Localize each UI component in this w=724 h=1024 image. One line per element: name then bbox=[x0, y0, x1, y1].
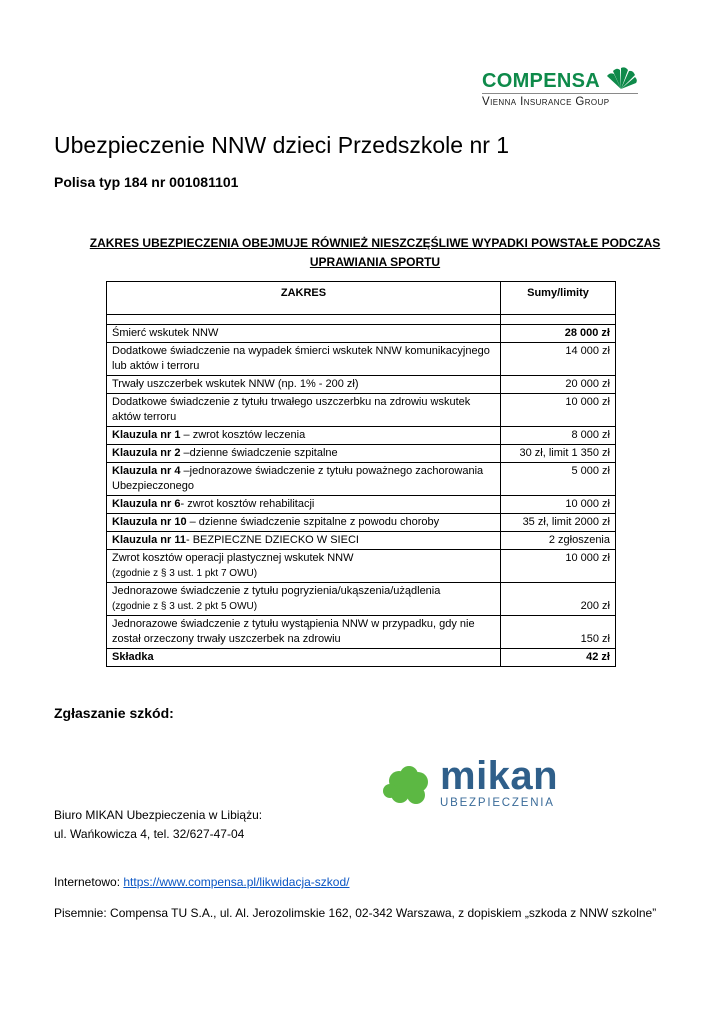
row-amount: 10 000 zł bbox=[501, 394, 616, 427]
row-label bbox=[107, 649, 501, 667]
row-label: Dodatkowe świadczenie z tytułu trwałego uszczerbku na zdrowiu wskutek aktów terroru bbox=[107, 394, 501, 427]
clause-name: Klauzula nr 6 bbox=[112, 498, 181, 510]
table-row bbox=[107, 427, 616, 445]
table-row bbox=[107, 496, 616, 514]
row-amount: 10 000 zł bbox=[501, 550, 616, 583]
clover-icon bbox=[378, 766, 438, 814]
table-row bbox=[107, 616, 616, 649]
policy-number: Polisa typ 184 nr 001081101 bbox=[54, 174, 239, 190]
row-amount: 8 000 zł bbox=[501, 427, 616, 445]
scope-heading-line2: UPRAWIANIA SPORTU bbox=[309, 255, 441, 269]
table-row bbox=[107, 445, 616, 463]
clause-name: Klauzula nr 11 bbox=[112, 534, 186, 546]
clause-name: Klauzula nr 10 bbox=[112, 516, 187, 528]
scope-heading bbox=[80, 234, 670, 272]
internet-claims bbox=[54, 873, 349, 892]
row-label: Trwały uszczerbek wskutek NNW (np. 1% - 200 zł) bbox=[107, 376, 501, 394]
row-amount: 2 zgłoszenia bbox=[501, 532, 616, 550]
mikan-logo bbox=[378, 754, 588, 814]
row-label: Klauzula nr 11- BEZPIECZNE DZIECKO W SIECI bbox=[107, 532, 501, 550]
table-row bbox=[107, 583, 616, 616]
table-row bbox=[107, 532, 616, 550]
header-sumy: Sumy/limity bbox=[501, 282, 616, 315]
row-label: Śmierć wskutek NNW bbox=[107, 325, 501, 343]
row-amount: 28 000 zł bbox=[501, 325, 616, 343]
row-label: Klauzula nr 1 – zwrot kosztów leczenia bbox=[107, 427, 501, 445]
claims-heading: Zgłaszanie szkód: bbox=[54, 705, 174, 721]
row-amount: 20 000 zł bbox=[501, 376, 616, 394]
row-label: Dodatkowe świadczenie na wypadek śmierci wskutek NNW komunikacyjnego lub aktów i terroru bbox=[107, 343, 501, 376]
mikan-logo-name: mikan bbox=[440, 754, 559, 798]
row-label: Jednorazowe świadczenie z tytułu wystąpienia NNW w przypadku, gdy nie został orzeczony trwały uszczerbek na zdrowiu bbox=[107, 616, 501, 649]
row-amount: 5 000 zł bbox=[501, 463, 616, 496]
header-zakres: ZAKRES bbox=[107, 282, 501, 315]
row-amount: 30 zł, limit 1 350 zł bbox=[501, 445, 616, 463]
claims-link[interactable]: https://www.compensa.pl/likwidacja-szkod/ bbox=[123, 875, 350, 889]
table-header-row bbox=[107, 282, 616, 315]
office-address bbox=[54, 806, 262, 844]
scope-heading-line1: ZAKRES UBEZPIECZENIA OBEJMUJE RÓWNIEŻ NIESZCZĘŚLIWE WYPADKI POWSTAŁE PODCZAS bbox=[89, 236, 661, 250]
table-row bbox=[107, 376, 616, 394]
row-label: Klauzula nr 4 –jednorazowe świadczenie z tytułu poważnego zachorowania Ubezpieczonego bbox=[107, 463, 501, 496]
row-label: Zwrot kosztów operacji plastycznej wskutek NNW (zgodnie z § 3 ust. 1 pkt 7 OWU) bbox=[107, 550, 501, 583]
row-amount: 10 000 zł bbox=[501, 496, 616, 514]
row-amount: 200 zł bbox=[501, 583, 616, 616]
row-note: (zgodnie z § 3 ust. 2 pkt 5 OWU) bbox=[112, 601, 258, 612]
clause-name: Klauzula nr 4 bbox=[112, 465, 181, 477]
row-amount: 42 zł bbox=[501, 649, 616, 667]
row-amount: 150 zł bbox=[501, 616, 616, 649]
premium-label: Składka bbox=[112, 651, 154, 663]
table-row bbox=[107, 394, 616, 427]
clause-name: Klauzula nr 2 bbox=[112, 447, 181, 459]
table-row bbox=[107, 463, 616, 496]
row-amount: 35 zł, limit 2000 zł bbox=[501, 514, 616, 532]
row-label: Jednorazowe świadczenie z tytułu pogryzienia/ukąszenia/użądlenia (zgodnie z § 3 ust. 2 pkt 5 OWU) bbox=[107, 583, 501, 616]
internet-label: Internetowo: bbox=[54, 875, 124, 889]
table-row bbox=[107, 550, 616, 583]
table-row bbox=[107, 514, 616, 532]
mikan-logo-sub: UBEZPIECZENIA bbox=[440, 797, 555, 809]
coverage-table bbox=[106, 281, 616, 667]
row-label: Klauzula nr 6- zwrot kosztów rehabilitacji bbox=[107, 496, 501, 514]
row-label: Klauzula nr 2 –dzienne świadczenie szpitalne bbox=[107, 445, 501, 463]
office-line2: ul. Wańkowicza 4, tel. 32/627-47-04 bbox=[54, 827, 245, 841]
office-line1: Biuro MIKAN Ubezpieczenia w Libiążu: bbox=[54, 808, 263, 822]
row-note: (zgodnie z § 3 ust. 1 pkt 7 OWU) bbox=[112, 568, 258, 579]
row-label: Klauzula nr 10 – dzienne świadczenie szpitalne z powodu choroby bbox=[107, 514, 501, 532]
mail-claims: Pisemnie: Compensa TU S.A., ul. Al. Jerozolimskie 162, 02-342 Warszawa, z dopiskiem „szkoda z NNW szkolne” bbox=[54, 906, 657, 920]
table-row bbox=[107, 649, 616, 667]
compensa-logo-name: COMPENSA bbox=[482, 70, 600, 92]
compensa-fan-icon bbox=[604, 66, 638, 90]
clause-name: Klauzula nr 1 bbox=[112, 429, 181, 441]
table-row bbox=[107, 325, 616, 343]
compensa-logo bbox=[482, 66, 642, 116]
compensa-logo-rule bbox=[482, 93, 638, 94]
table-spacer-row bbox=[107, 315, 616, 325]
row-amount: 14 000 zł bbox=[501, 343, 616, 376]
compensa-logo-group: Vienna Insurance Group bbox=[482, 96, 610, 108]
table-row bbox=[107, 343, 616, 376]
document-title: Ubezpieczenie NNW dzieci Przedszkole nr 1 bbox=[54, 132, 510, 158]
